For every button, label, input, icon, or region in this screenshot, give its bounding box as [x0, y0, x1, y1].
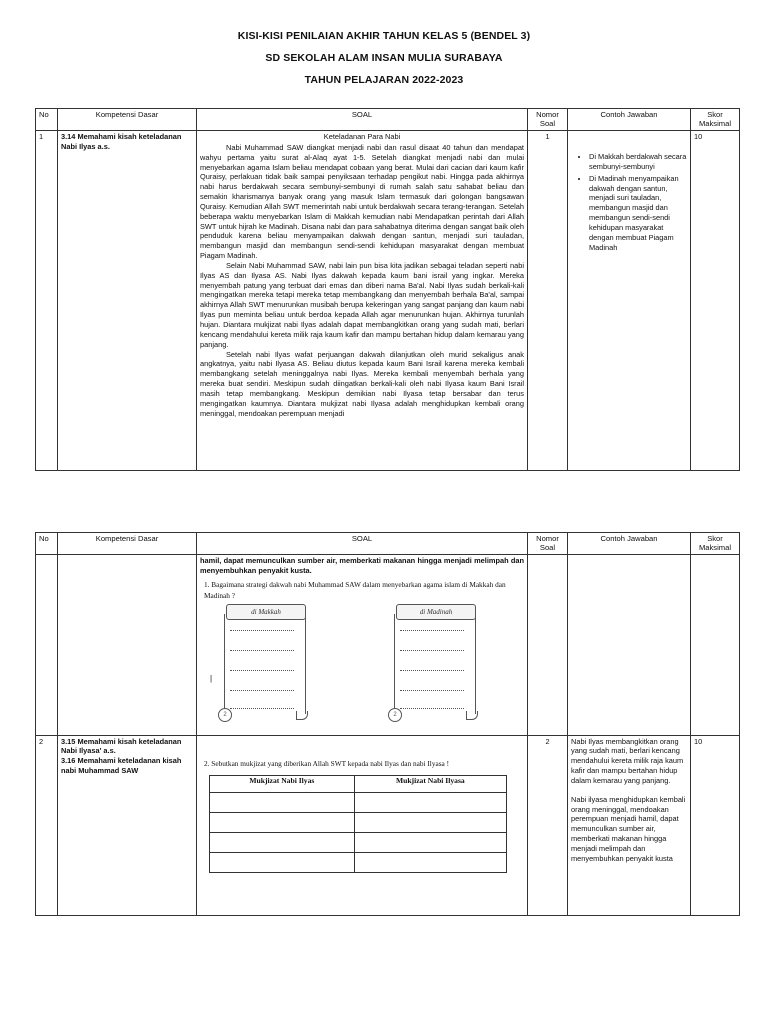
answer-cell[interactable]	[354, 793, 506, 813]
table-row	[36, 735, 740, 915]
academic-year: TAHUN PELAJARAN 2022-2023	[304, 74, 464, 86]
nomor-soal: 2	[528, 735, 568, 915]
kompetensi-dasar	[58, 735, 197, 915]
col-nomor-soal: Nomor Soal	[528, 109, 568, 131]
col-contoh-jawaban: Contoh Jawaban	[568, 533, 691, 555]
answer-cell[interactable]	[354, 853, 506, 873]
scroll-body	[394, 614, 476, 714]
col-soal: SOAL	[197, 533, 528, 555]
answer-cell[interactable]	[210, 793, 355, 813]
reading-paragraph: Selain Nabi Muhammad SAW, nabi lain pun bisa kita jadikan sebagai teladan seperti nabi Ilyas AS dan Ilyasa AS. Nabi Ilyas dakwah kepada kaum bani israil yang ingkar. Mereka menyembah patung yang terbuat dari emas dan diberi nama Ba'al. Nabi Ilyas sudah berkali-kali mengingatkan mereka tetapi mereka tetap membangkang dan menyembah berhala Ba'al, sampai akhirnya Allah SWT menurunkan musibah berupa kekeringan yang sangat panjang dan kaum nabi Ilyas pun meminta beliau untuk berdoa kepada Allah agar menurunkan hujan. Akhirnya turunlah hujan. Diantara mukjizat nabi Ilyas adalah dapat membangkitkan orang yang sudah mati, berlari kencang mendahului kereta milik raja kaum kafir dan mampu bertahan hidup dalam kemarau yang panjang.	[200, 260, 524, 349]
mukjizat-answer-row	[210, 793, 507, 813]
answer-line	[230, 708, 294, 709]
answer-line	[400, 690, 464, 691]
answer-line	[230, 690, 294, 691]
col-no: No	[36, 109, 58, 131]
table-header-row	[36, 109, 740, 131]
margin-mark: |	[210, 673, 213, 683]
kisi-kisi-table-1	[35, 108, 740, 471]
scroll-label-madinah: di Madinah	[396, 604, 476, 620]
kisi-kisi-table-2	[35, 532, 740, 916]
soal-cell	[197, 554, 528, 735]
empty-cell	[691, 554, 740, 735]
col-no: No	[36, 533, 58, 555]
doc-title: KISI-KISI PENILAIAN AKHIR TAHUN KELAS 5 (BENDEL 3)	[237, 30, 531, 42]
answer-item: • Di Makkah berdakwah secara sembunyi-sembunyi	[589, 152, 687, 172]
empty-cell	[58, 554, 197, 735]
col-skor-maksimal: Skor Maksimal	[691, 109, 740, 131]
answer-line	[400, 670, 464, 671]
row-number: 2	[36, 735, 58, 915]
col-contoh-jawaban: Contoh Jawaban	[568, 109, 691, 131]
empty-cell	[528, 554, 568, 735]
answer-line	[230, 630, 294, 631]
empty-cell	[36, 554, 58, 735]
answer-line	[400, 650, 464, 651]
answer-ilyasa: Nabi ilyasa menghidupkan kembali orang meninggal, mendoakan perempuan menjadi hamil, dapat memunculkan sumber air, memberkati makanan hingga menjadi melimpah dan menyembuhkan penyakit kusta	[571, 794, 686, 863]
answer-line	[230, 650, 294, 651]
mukjizat-header-row	[210, 776, 507, 793]
mukjizat-answer-row	[210, 833, 507, 853]
empty-cell	[568, 554, 691, 735]
kd-item: 3.16 Memahami keteladanan kisah nabi Muhammad SAW	[61, 756, 182, 776]
answer-item: • Di Madinah menyampaikan dakwah dengan santun, menjadi suri tauladan, membangun masjid dan membangun sendi-sendi kehidupan masyarakat dengan membuat Piagam Madinah	[589, 174, 687, 253]
skor-maksimal: 10	[691, 130, 740, 470]
mukjizat-table	[209, 775, 507, 873]
contoh-jawaban	[568, 735, 691, 915]
answer-list	[571, 152, 687, 252]
table-row	[36, 130, 740, 470]
answer-cell[interactable]	[210, 833, 355, 853]
kompetensi-dasar: 3.14 Memahami kisah keteladanan Nabi Ilyas a.s.	[58, 130, 197, 470]
school-name: SD SEKOLAH ALAM INSAN MULIA SURABAYA	[265, 52, 503, 64]
answer-cell[interactable]	[354, 833, 506, 853]
col-kompetensi-dasar: Kompetensi Dasar	[58, 109, 197, 131]
reading-paragraph: Setelah nabi Ilyas wafat perjuangan dakwah dilanjutkan oleh murid sekaligus anak angkatnya, yaitu nabi Ilyasa AS. Beliau diutus kepada kaum Bani Israil karena mereka kembali membangkang setelah meninggalnya nabi Ilyas. Mereka kembali menyembah berhala yang mereka buat sendiri. Meskipun sudah diingatkan berkali-kali oleh nabi Ilyasa kaum Bani Israil masih tetap membangkang. Meskipun demikian nabi Ilyasa tetap bersabar dan terus mengingatkan kaumnya. Diantara mukjizat nabi Ilyasa adalah menghidupkan kembali orang meninggal, mendoakan perempuan menjadi	[200, 349, 524, 418]
mukjizat-answer-row	[210, 813, 507, 833]
table-header-row	[36, 533, 740, 555]
question-2: 2. Sebutkan mukjizat yang diberikan Allah SWT kepada nabi Ilyas dan nabi Ilyasa !	[204, 758, 450, 768]
reading-title: Keteladanan Para Nabi	[323, 131, 401, 141]
nomor-soal: 1	[528, 130, 568, 470]
skor-maksimal: 10	[691, 735, 740, 915]
mukjizat-ilyas-header: Mukjizat Nabi Ilyas	[210, 776, 355, 793]
col-soal: SOAL	[197, 109, 528, 131]
scroll-body	[224, 614, 306, 714]
question-1: 1. Bagaimana strategi dakwah nabi Muhammad SAW dalam menyebarkan agama islam di Makkah dan Madinah ?	[204, 579, 506, 600]
scroll-madinah	[392, 604, 476, 720]
scroll-label-makkah: di Makkah	[226, 604, 306, 620]
answer-line	[400, 630, 464, 631]
answer-line	[230, 670, 294, 671]
kd-item: 3.15 Memahami kisah keteladanan Nabi Ilyasa' a.s.	[61, 736, 182, 756]
scroll-curl-right	[466, 711, 478, 720]
reading-paragraph: Nabi Muhammad SAW diangkat menjadi nabi dan rasul disaat 40 tahun dan mendapat wahyu pertama yaitu surat al-Alaq ayat 1-5. Setelah diangkat menjadi nabi dan mulai menyebarkan agama Islam beliau mendapat cobaan yang berat. Mulai dari cacian dari kaum kafir Quraisy, perlakuan tidak baik sampai penyiksaan terhadap pengikut nabi. Hingga pada akhirnya nabi harus berdakwah secara sembunyi-sembunyi di rumah salah satu sahabat beliau dan semakin kharismanya banyak orang yang masuk Islam termasuk dari golongan bangsawan Quraisy. Kemudian Allah SWT memerintah nabi untuk berdakwah secara terang-terangan. Setelah beberapa waktu menyebarkan Islam di Makkah kemudian nabi Mendapatkan perintah dari Allah SWT untuk hijrah ke Madinah. Disana nabi dan para sahabatnya diterima dengan sangat baik oleh penduduk karena beliau menyampaikan dakwah dengan santun, menjadi suri tauladan, membangun masjid dan membangun sendi-sendi kehidupan masyarakat dengan membuat Piagam Madinah.	[200, 142, 524, 261]
scroll-curl: 2	[388, 708, 402, 722]
row-number: 1	[36, 130, 58, 470]
col-kompetensi-dasar: Kompetensi Dasar	[58, 533, 197, 555]
answer-cell[interactable]	[210, 813, 355, 833]
col-skor-maksimal: Skor Maksimal	[691, 533, 740, 555]
answer-line	[400, 708, 464, 709]
scroll-curl: 2	[218, 708, 232, 722]
reading-continuation: hamil, dapat memunculkan sumber air, memberkati makanan hingga menjadi melimpah dan menyembuhkan penyakit kusta.	[200, 555, 524, 575]
mukjizat-ilyasa-header: Mukjizat Nabi Ilyasa	[354, 776, 506, 793]
answer-ilyas: Nabi Ilyas membangkitkan orang yang sudah mati, berlari kencang mendahului kereta milik raja kaum kafir dan mampu bertahan hidup dalam kemarau yang panjang.	[571, 736, 684, 785]
soal-cell	[197, 735, 528, 915]
scroll-makkah	[222, 604, 306, 720]
answer-cell[interactable]	[354, 813, 506, 833]
answer-scrolls	[200, 604, 524, 734]
scroll-curl-right	[296, 711, 308, 720]
table-row	[36, 554, 740, 735]
mukjizat-answer-row	[210, 853, 507, 873]
soal-cell	[197, 130, 528, 470]
col-nomor-soal: Nomor Soal	[528, 533, 568, 555]
contoh-jawaban	[568, 130, 691, 470]
answer-cell[interactable]	[210, 853, 355, 873]
